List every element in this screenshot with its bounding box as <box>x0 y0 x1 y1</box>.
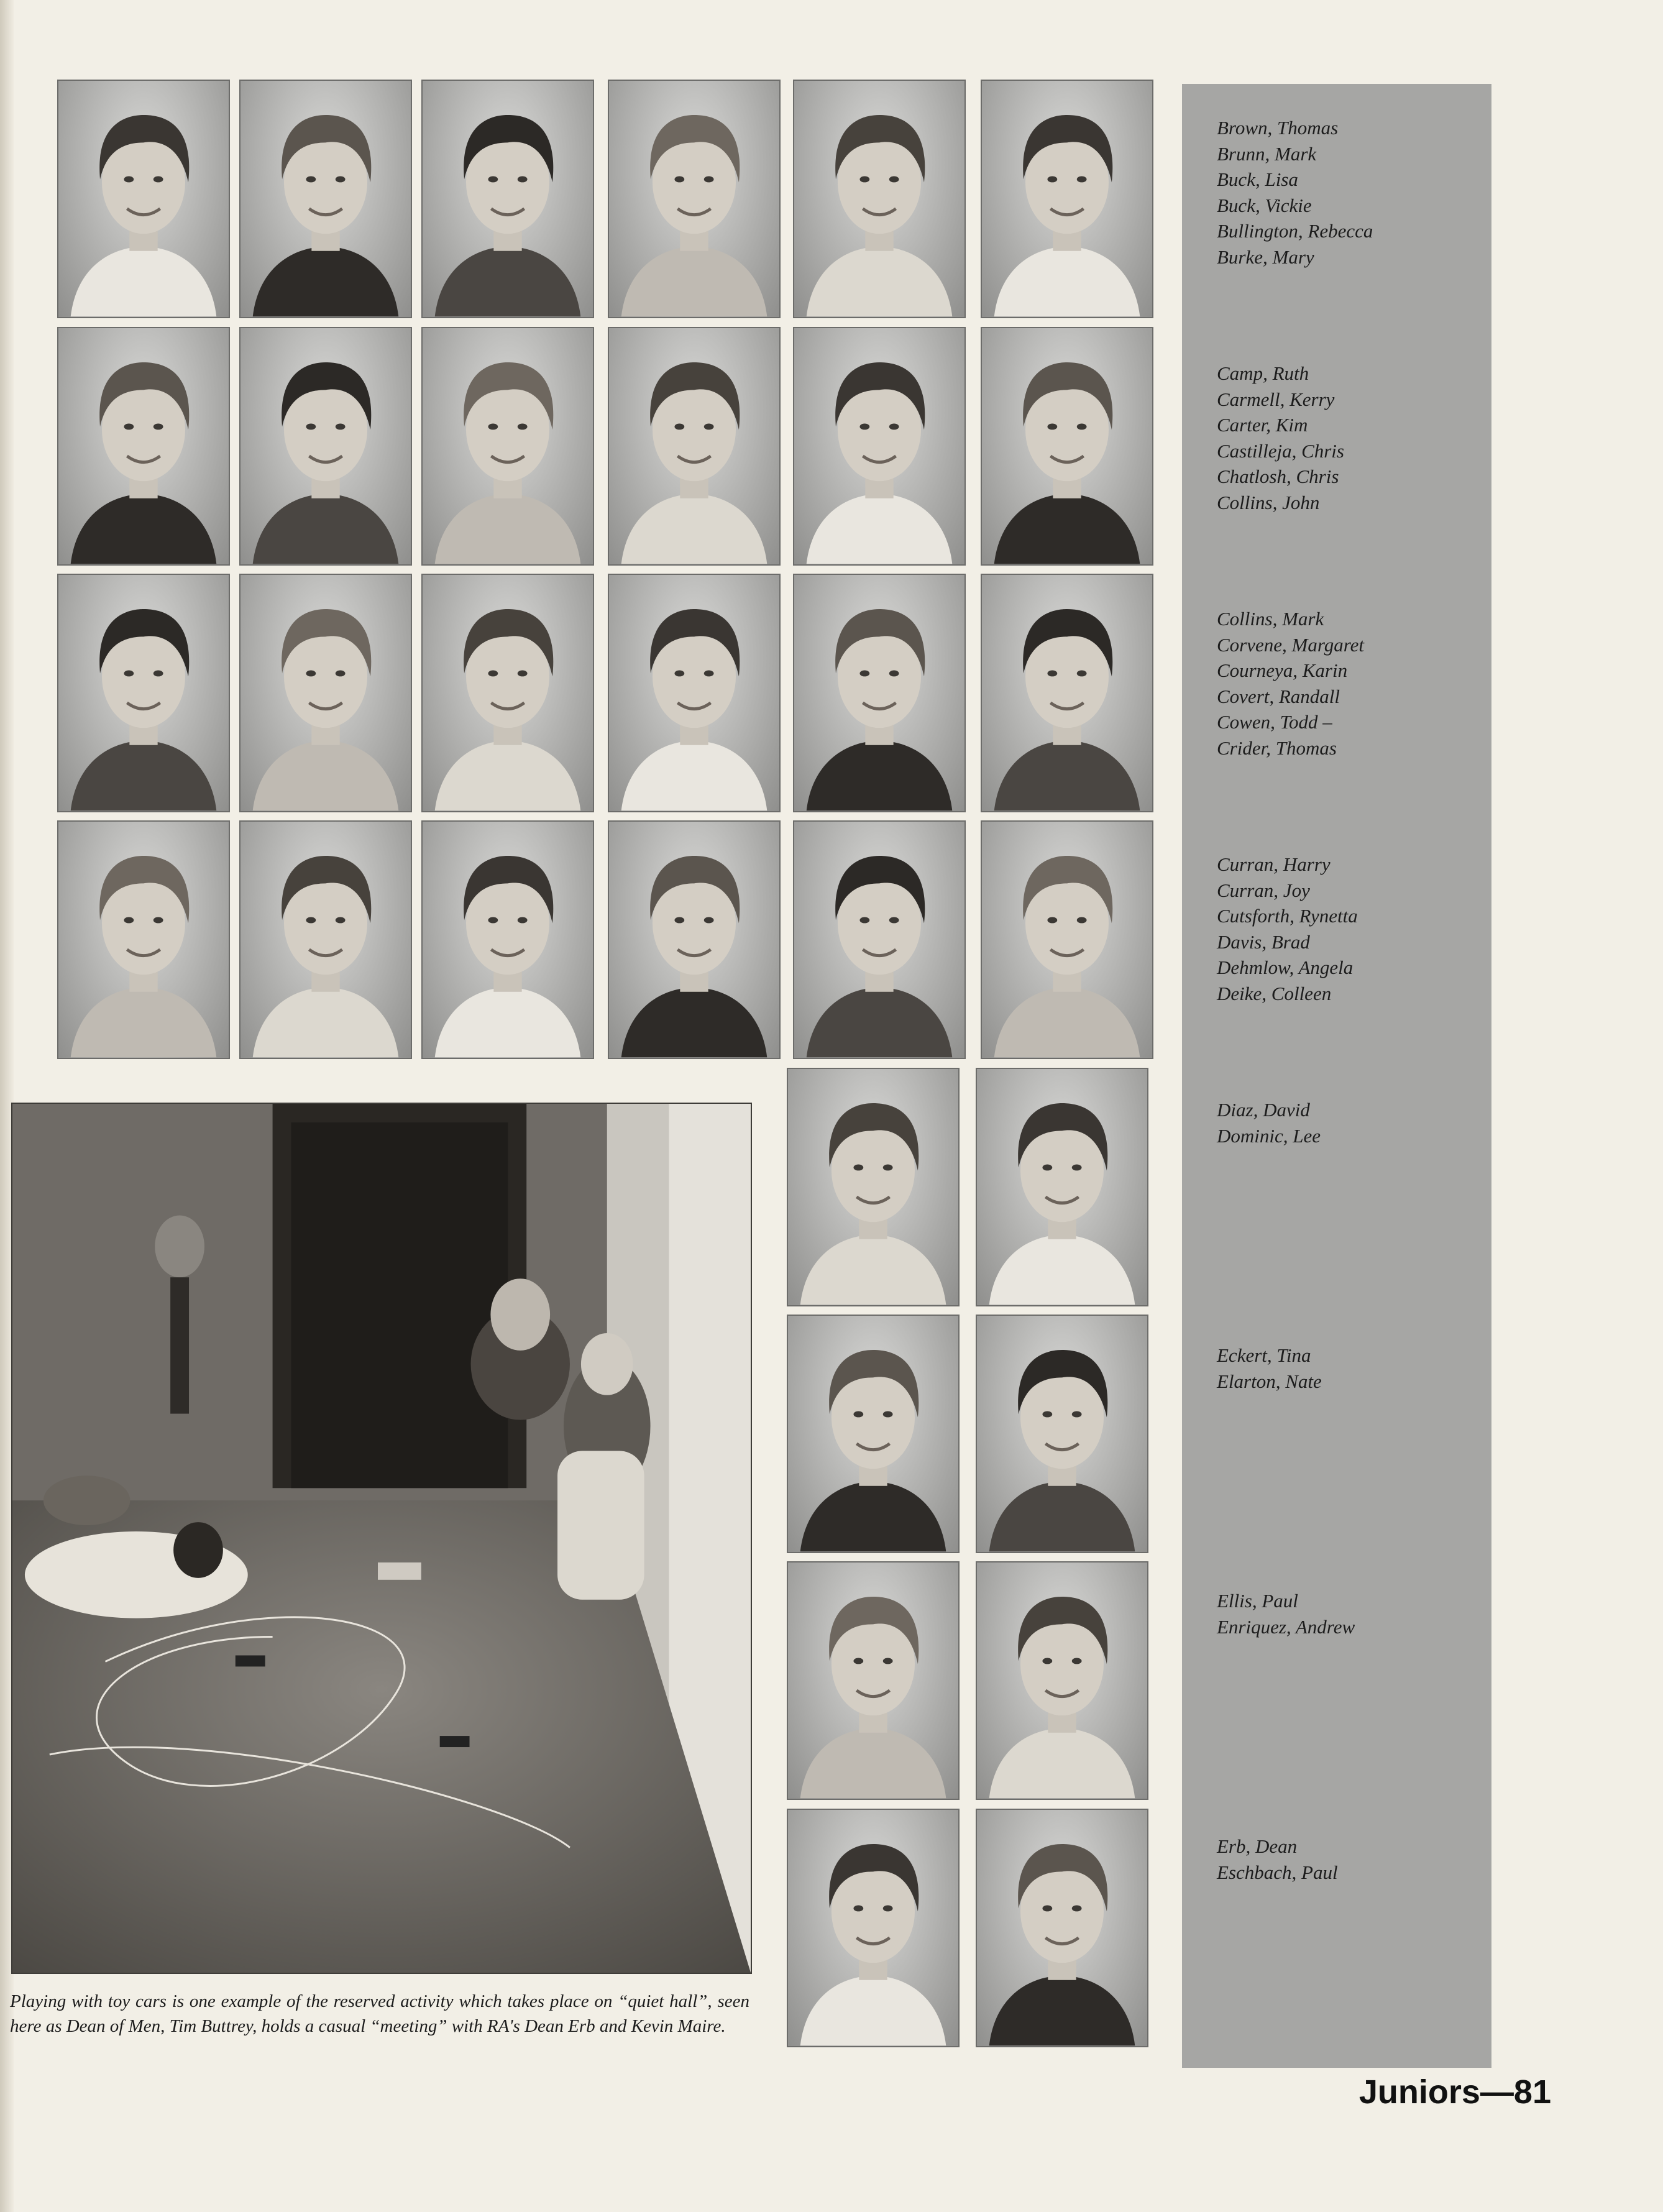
portrait-image <box>241 822 411 1058</box>
student-portrait <box>239 80 412 318</box>
student-name: Elarton, Nate <box>1217 1370 1322 1392</box>
student-name: Brown, Thomas <box>1217 117 1339 139</box>
portrait-image <box>982 328 1152 564</box>
student-name: Davis, Brad <box>1217 930 1310 953</box>
student-portrait <box>793 574 966 812</box>
portrait-image <box>788 1316 958 1552</box>
name-group <box>1217 1588 1355 1640</box>
student-name: Cutsforth, Rynetta <box>1217 905 1358 927</box>
candid-photo-quiet-hall <box>11 1103 752 1974</box>
student-portrait <box>976 1809 1148 2047</box>
portrait-image <box>982 822 1152 1058</box>
student-name: Burke, Mary <box>1217 246 1314 268</box>
student-portrait <box>57 574 230 812</box>
student-portrait <box>421 327 594 566</box>
student-portrait <box>793 820 966 1059</box>
student-name: Courneya, Karin <box>1217 659 1348 681</box>
portrait-image <box>977 1810 1147 2046</box>
portrait-image <box>241 575 411 811</box>
page-folio: Juniors—81 <box>1358 2073 1551 2111</box>
student-portrait <box>239 820 412 1059</box>
student-portrait <box>57 80 230 318</box>
student-portrait <box>787 1809 960 2047</box>
portrait-image <box>788 1069 958 1305</box>
student-name: Erb, Dean <box>1217 1835 1298 1857</box>
hallway-scene-image <box>12 1104 751 1973</box>
name-group <box>1217 1097 1321 1149</box>
student-portrait <box>421 80 594 318</box>
student-portrait <box>421 574 594 812</box>
student-name: Ellis, Paul <box>1217 1590 1298 1612</box>
portrait-image <box>58 81 229 317</box>
student-portrait <box>608 327 781 566</box>
student-name: Cowen, Todd – <box>1217 711 1332 733</box>
portrait-image <box>977 1563 1147 1799</box>
student-portrait <box>57 820 230 1059</box>
student-portrait <box>787 1561 960 1800</box>
student-name: Corvene, Margaret <box>1217 633 1365 656</box>
portrait-image <box>241 81 411 317</box>
student-name: Dominic, Lee <box>1217 1124 1321 1147</box>
portrait-image <box>609 81 779 317</box>
student-name: Curran, Joy <box>1217 879 1310 901</box>
name-group <box>1217 1342 1322 1394</box>
student-portrait <box>976 1315 1148 1553</box>
student-name: Dehmlow, Angela <box>1217 957 1354 978</box>
student-name: Carter, Kim <box>1217 414 1308 436</box>
student-name: Camp, Ruth <box>1217 362 1309 384</box>
portrait-image <box>609 575 779 811</box>
portrait-image <box>423 81 593 317</box>
student-name: Curran, Harry <box>1217 853 1331 875</box>
student-portrait <box>608 80 781 318</box>
portrait-image <box>794 81 964 317</box>
portrait-image <box>423 822 593 1058</box>
student-portrait <box>981 327 1153 566</box>
name-group <box>1217 1833 1338 1885</box>
portrait-image <box>794 328 964 564</box>
photo-caption: Playing with toy cars is one example of the reserved activity which takes place on “quiet hall”, seen here as Dean of Men, Tim Buttrey, holds a casual “meeting” with RA's Dean Erb and Kevin Maire. <box>10 1991 749 2036</box>
student-portrait <box>976 1561 1148 1800</box>
student-name: Buck, Vickie <box>1217 194 1312 216</box>
student-portrait <box>981 80 1153 318</box>
student-name: Buck, Lisa <box>1217 168 1298 190</box>
student-portrait <box>608 574 781 812</box>
portrait-image <box>977 1069 1147 1305</box>
portrait-image <box>609 328 779 564</box>
portrait-image <box>977 1316 1147 1552</box>
student-portrait <box>981 574 1153 812</box>
student-portrait <box>239 327 412 566</box>
portrait-image <box>58 575 229 811</box>
student-name: Castilleja, Chris <box>1217 439 1344 462</box>
student-name: Bullington, Rebecca <box>1217 220 1373 242</box>
student-name: Chatlosh, Chris <box>1217 466 1339 487</box>
portrait-image <box>788 1563 958 1799</box>
student-name: Deike, Colleen <box>1217 982 1332 1004</box>
student-name: Collins, Mark <box>1217 608 1324 630</box>
student-name: Covert, Randall <box>1217 685 1340 707</box>
student-name: Eckert, Tina <box>1217 1344 1311 1366</box>
name-group <box>1217 851 1358 1006</box>
portrait-image <box>241 328 411 564</box>
student-name: Diaz, David <box>1217 1099 1310 1121</box>
student-portrait <box>793 80 966 318</box>
portrait-image <box>794 575 964 811</box>
portrait-image <box>58 328 229 564</box>
portrait-image <box>58 822 229 1058</box>
student-name: Crider, Thomas <box>1217 737 1337 759</box>
student-name: Enriquez, Andrew <box>1217 1615 1355 1638</box>
portrait-image <box>609 822 779 1058</box>
student-portrait <box>608 820 781 1059</box>
student-name: Eschbach, Paul <box>1217 1861 1338 1883</box>
name-group <box>1217 360 1344 515</box>
student-portrait <box>976 1068 1148 1306</box>
portrait-image <box>423 328 593 564</box>
student-portrait <box>981 820 1153 1059</box>
portrait-image <box>982 575 1152 811</box>
student-portrait <box>239 574 412 812</box>
portrait-image <box>794 822 964 1058</box>
student-portrait <box>57 327 230 566</box>
student-name: Carmell, Kerry <box>1217 388 1335 410</box>
student-name: Brunn, Mark <box>1217 142 1317 165</box>
portrait-image <box>788 1810 958 2046</box>
portrait-image <box>423 575 593 811</box>
name-group <box>1217 115 1373 270</box>
student-portrait <box>787 1068 960 1306</box>
student-name: Collins, John <box>1217 491 1320 513</box>
student-portrait <box>787 1315 960 1553</box>
name-sidebar <box>1182 84 1491 2068</box>
portrait-image <box>982 81 1152 317</box>
student-portrait <box>793 327 966 566</box>
student-portrait <box>421 820 594 1059</box>
name-group <box>1217 606 1364 761</box>
